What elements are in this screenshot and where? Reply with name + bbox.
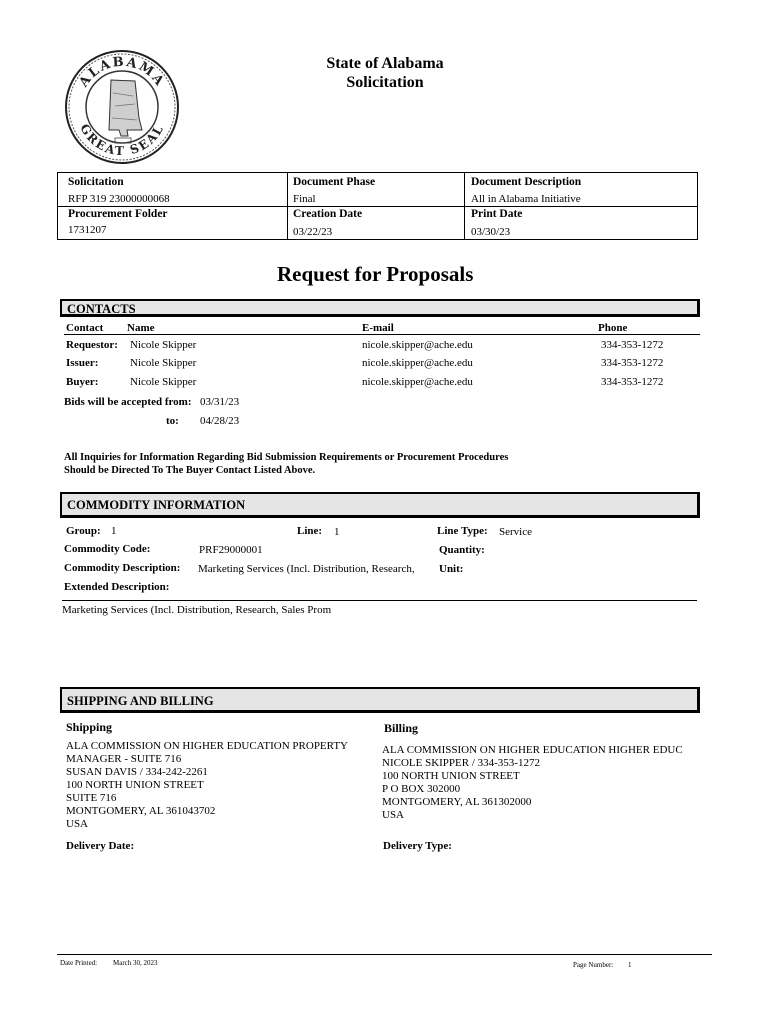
group-value: 1 [111, 525, 117, 537]
delivery-type-label: Delivery Type: [383, 840, 452, 852]
contacts-col-phone: Phone [598, 322, 628, 334]
contact-role: Issuer: [66, 357, 99, 369]
procurement-folder-label: Procurement Folder [68, 208, 168, 220]
line-type-value: Service [499, 526, 532, 538]
shipping-address-line: ALA COMMISSION ON HIGHER EDUCATION PROPERTY [66, 740, 348, 752]
shipping-address-line: MONTGOMERY, AL 361043702 [66, 805, 216, 817]
contact-name: Nicole Skipper [130, 376, 197, 388]
creation-date-value: 03/22/23 [293, 226, 333, 238]
shipping-address-line: SUITE 716 [66, 792, 117, 804]
line-label: Line: [297, 525, 323, 537]
contacts-section-header: CONTACTS [60, 299, 700, 317]
commodity-section-header: COMMODITY INFORMATION [60, 492, 700, 518]
unit-label: Unit: [439, 563, 464, 575]
delivery-date-label: Delivery Date: [66, 840, 135, 852]
line-value: 1 [334, 526, 340, 538]
request-for-proposals-heading: Request for Proposals [277, 262, 474, 286]
document-phase-value: Final [293, 193, 316, 205]
contact-role: Requestor: [66, 339, 118, 351]
creation-date-label: Creation Date [293, 208, 363, 220]
billing-address-line: NICOLE SKIPPER / 334-353-1272 [382, 757, 540, 769]
billing-address-line: P O BOX 302000 [382, 783, 461, 795]
alabama-great-seal [63, 48, 181, 166]
page-number-label: Page Number: [573, 961, 614, 969]
contact-phone: 334-353-1272 [601, 339, 664, 351]
extended-description-value: Marketing Services (Incl. Distribution, Research, Sales Prom [62, 604, 332, 616]
bids-to-value: 04/28/23 [200, 415, 240, 427]
inquiries-note-line2: Should be Directed To The Buyer Contact Listed Above. [64, 465, 316, 476]
contacts-col-name: Name [127, 322, 155, 334]
commodity-code-value: PRF29000001 [199, 544, 263, 556]
billing-address-line: 100 NORTH UNION STREET [382, 770, 520, 782]
document-info-table [57, 172, 698, 240]
shipping-address-line: MANAGER - SUITE 716 [66, 753, 182, 765]
contact-name: Nicole Skipper [130, 339, 197, 351]
contact-phone: 334-353-1272 [601, 376, 664, 388]
shipping-label: Shipping [66, 720, 113, 734]
seal-top-text: ALABAMA [76, 54, 168, 91]
contact-phone: 334-353-1272 [601, 357, 664, 369]
document-phase-label: Document Phase [293, 176, 376, 188]
line-type-label: Line Type: [437, 525, 488, 537]
contacts-col-contact: Contact [66, 322, 104, 334]
commodity-description-value: Marketing Services (Incl. Distribution, Research, [198, 563, 415, 575]
billing-address-line: USA [382, 809, 405, 821]
contact-email[interactable]: nicole.skipper@ache.edu [362, 357, 473, 369]
shipping-billing-section-header: SHIPPING AND BILLING [60, 687, 700, 713]
date-printed-value: March 30, 2023 [113, 959, 158, 967]
contact-role: Buyer: [66, 376, 99, 388]
date-printed-label: Date Printed: [60, 959, 98, 967]
extended-description-label: Extended Description: [64, 581, 170, 593]
billing-address [382, 744, 683, 822]
contact-email[interactable]: nicole.skipper@ache.edu [362, 376, 473, 388]
page-title-state: State of Alabama [326, 55, 444, 72]
quantity-label: Quantity: [439, 544, 485, 556]
group-label: Group: [66, 525, 101, 537]
bids-to-label: to: [166, 415, 179, 427]
solicitation-value: RFP 319 23000000068 [68, 193, 170, 205]
shipping-address-line: 100 NORTH UNION STREET [66, 779, 204, 791]
bids-from-label: Bids will be accepted from: [64, 396, 192, 408]
print-date-label: Print Date [471, 208, 523, 220]
contact-name: Nicole Skipper [130, 357, 197, 369]
shipping-address [66, 740, 348, 831]
inquiries-note-line1: All Inquiries for Information Regarding Bid Submission Requirements or Procurement Procedures [64, 452, 509, 463]
shipping-address-line: USA [66, 818, 89, 830]
seal-bottom-text: GREAT SEAL [77, 121, 167, 159]
page-number-value: 1 [628, 961, 632, 969]
billing-address-line: ALA COMMISSION ON HIGHER EDUCATION HIGHER EDUC [382, 744, 683, 756]
page-title-solicitation: Solicitation [346, 74, 424, 91]
bids-from-value: 03/31/23 [200, 396, 240, 408]
procurement-folder-value: 1731207 [68, 224, 107, 236]
commodity-description-label: Commodity Description: [64, 562, 181, 574]
commodity-code-label: Commodity Code: [64, 543, 151, 555]
document-description-label: Document Description [471, 176, 582, 188]
solicitation-label: Solicitation [68, 176, 124, 188]
billing-address-line: MONTGOMERY, AL 361302000 [382, 796, 532, 808]
shipping-address-line: SUSAN DAVIS / 334-242-2261 [66, 766, 208, 778]
document-description-value: All in Alabama Initiative [471, 193, 581, 205]
contacts-col-email: E-mail [362, 322, 394, 334]
contact-email[interactable]: nicole.skipper@ache.edu [362, 339, 473, 351]
print-date-value: 03/30/23 [471, 226, 511, 238]
billing-label: Billing [384, 721, 419, 735]
